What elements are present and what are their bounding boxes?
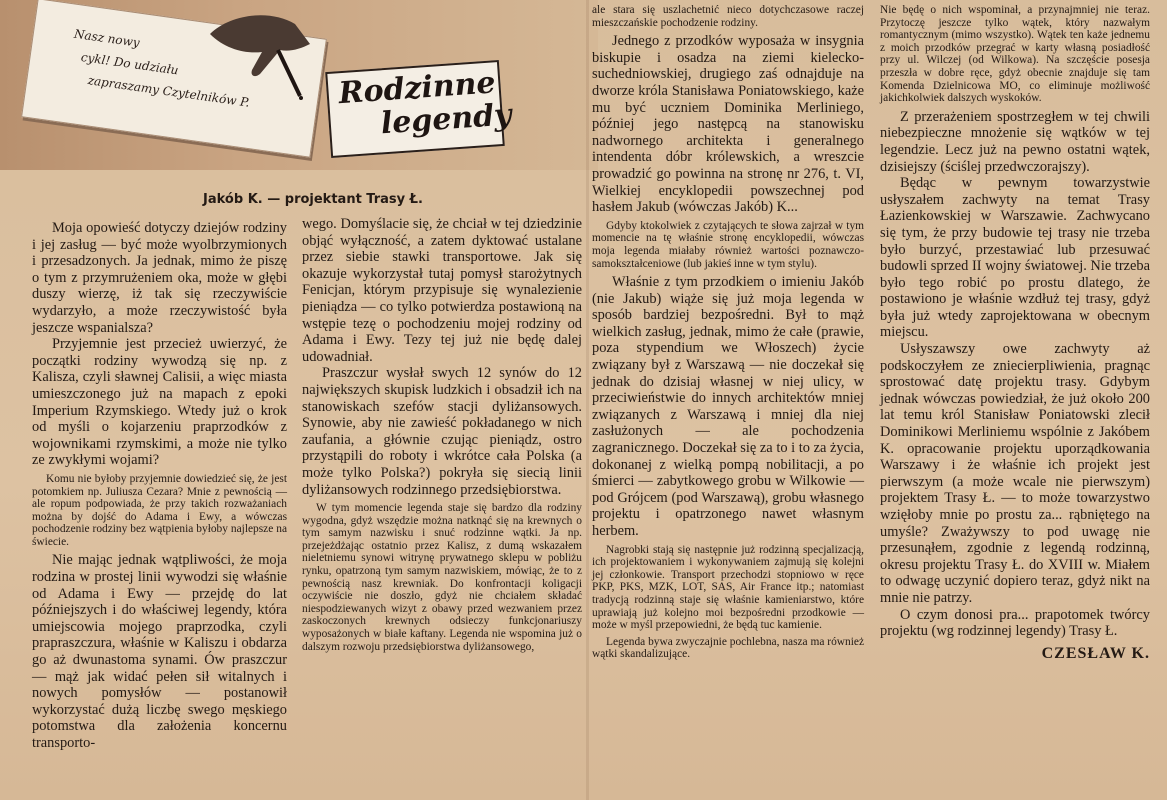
paragraph: W tym momencie legenda staje się bardzo dla rodziny wygodna, gdyż wszędzie można natknąć się na krewnych o tym samym nazwisku i snuć rodzinne wątki. Ja np. przejeżdżając ostatnio przez Kalisz, z dumą wskazałem nieletniemu synowi witrynę prywatnego sklepu w pobliżu rynku, opatrzoną tym samym nazwiskiem, mówiąc, że to z pewnością nasz krewniak. Do konfrontacji koligacji oczywiście nie doszło, gdyż nie chciałem składać niespodziewanych wizyt z obawy przed wezwaniem przez zaskoczonych krewnych odsieczy funkcjonariuszy wyposażonych w białe kaftany. Legenda nie wspomina już o dalszym rozwoju przedsiębiorstwa dyliżansowego, (302, 502, 582, 653)
paragraph: Z przerażeniem spostrzegłem w tej chwili niebezpieczne mnożenie się wątków w tej legendzie. Lecz już na pewno ostatni wątek, dzisiejszy (ściślej przedwczorajszy). (880, 108, 1150, 175)
card-line: Nasz nowy (73, 26, 141, 50)
hand-with-pen-icon (200, 4, 330, 104)
paragraph: Gdyby ktokolwiek z czytających te słowa zajrzał w tym momencie na tę właśnie stronę encyklopedii, wówczas moja legenda miałaby również wartości poznawczo-samokształceniowe (lub jakieś inne w tym stylu). (592, 219, 864, 270)
column-3 (592, 0, 864, 665)
column-4 (880, 0, 1150, 662)
paragraph: Będąc w pewnym towarzystwie usłyszałem zachwyty na temat Trasy Łazienkowskiej w Warszawie. Zachwycano się tym, że przy budowie tej trasy nie trzeba było burzyć, przestawiać lub przesuwać budowli sprzed II wojny światowej. Nie trzeba było tego robić po prostu dlatego, że postawiono je właśnie wzdłuż tej trasy, gdyż była już wtedy zaprojektowana w obecnym miejscu. (880, 175, 1150, 341)
article-subtitle: Jakób K. — projektant Trasy Ł. (203, 192, 423, 207)
paragraph: wego. Domyślacie się, że chciał w tej dziedzinie objąć wyłączność, a zatem dyktować ustalane przez siebie stawki transportowe. Jak się okazuje wykorzystał tutaj pomysł starożytnych Fenicjan, którym przypisuje się wynalezienie pieniądza — co tylko potwierdza postawioną na wstępie tezę o pochodzeniu mojej rodziny od Adama i Ewy. Tezy tej już nie będę dalej udowadniał. (302, 216, 582, 365)
title-line-1: Rodzinne (337, 65, 497, 112)
column-2 (302, 216, 582, 657)
paragraph: O czym donosi pra... prapotomek twórcy projektu (wg rodzinnej legendy) Trasy Ł. (880, 606, 1150, 640)
paragraph: Nagrobki stają się następnie już rodzinną specjalizacją, ich projektowaniem i wykonywaniem zajmują się kolejni jej członkowie. Transport przechodzi stopniowo w ręce PKP, PKS, MZK, LOT, SAS, Air France itp.; natomiast tradycją rodzinną staje się właśnie kamieniarstwo, które uprawiają już kolejno moi bezpośredni przodkowie — może w myśl przepowiedni, że będą tuc kamienie. (592, 543, 864, 632)
card-line: cykl! Do udziału (80, 49, 180, 78)
page-fold (586, 0, 589, 800)
paragraph: ale stara się uszlachetnić nieco dotychczasowe raczej mieszczańskie pochodzenie rodziny. (592, 4, 864, 29)
paragraph: Przyjemnie jest przecież uwierzyć, że początki rodziny wywodzą się np. z Kalisza, czyli sławnej Calisii, a więc miasta umieszczonego już na mapach z epoki Imperium Rzymskiego. Wtedy już o krok od myśli o kojarzeniu praprzodków z wojownikami rzymskimi, a może nie tylko ze zwykłymi wojami? (32, 336, 287, 469)
column-1 (32, 220, 287, 752)
paragraph: Legenda bywa zwyczajnie pochlebna, nasza ma również wątki skandalizujące. (592, 635, 864, 661)
page-title (338, 65, 513, 143)
paragraph: Komu nie byłoby przyjemnie dowiedzieć się, że jest potomkiem np. Juliusza Cezara? Mnie z pewnością — ale ropum podpowiada, że przy takich rozważaniach można by dojść do Adama i Ewy, a wówczas pochodzenie rodziny bez wątpienia byłoby najlepsze na świecie. (32, 472, 287, 548)
title-line-2: legendy (379, 97, 513, 142)
paragraph: Usłyszawszy owe zachwyty aż podskoczyłem ze zniecierpliwienia, pragnąc sprostować datę projektu trasy. Gdybym jednak wówczas powiedział, że już około 200 lat temu król Stanisław Poniatowski zlecił Dominikowi Merliniemu wspólnie z Jakóbem K. opracowanie projektu uporządkowania Warszawy i że właśnie ich projekt jest pierwszym (a może wcale nie pierwszym) projektem Trasy Ł. — to może towarzystwo wzięłoby mnie po prostu za... rąbniętego na umyśle? Zważywszy to pod uwagę nie przesunąłem, zgodnie z legendą rodzinną, okresu projektu Trasy Ł. do XVIII w. Miałem to odwagę uczynić dopiero teraz, gdyż nikt na mnie nie patrzy. (880, 341, 1150, 606)
title-box (325, 60, 513, 158)
paragraph: Właśnie z tym przodkiem o imieniu Jakób (nie Jakub) wiąże się już moja legenda w sposób bardziej bezpośredni. Był to mąż wielkich zasług, jednak, mimo że całe (prawie, poza stypendium we Włoszech) życie związany był z Warszawą — nie doczekał się jednak do dzisiaj własnej w niej ulicy, w przeciwieństwie do innych architektów mniej związanych z Warszawą i mniej dla niej zasłużonych — ale pochodzenia zagranicznego. Doczekał się za to i to za życia, dokonanej z wielką pompą nobilitacji, a po śmierci — zabytkowego grobu w Wilkowie — pod Grójcem (pod Warszawą), grobu własnego projektu i opatrzonego nawet własnym herbem. (592, 274, 864, 539)
card-line: zapraszamy Czytelników P. (86, 73, 251, 110)
author-signature: CZESŁAW K. (1041, 644, 1150, 662)
paragraph: Moja opowieść dotyczy dziejów rodziny i jej zasług — być może wyolbrzymionych i przesadzonych. Ja jednak, mimo że piszę o tym z przymrużeniem oka, może w głębi duszy wierzę, iż tak się rzeczywiście wydarzyło, a może rzeczywistość była jeszcze wspanialsza? (32, 220, 287, 336)
paragraph: Jednego z przodków wyposaża w insygnia biskupie i osadza na ziemi kielecko-suchedniowskiej, drugiego zaś odnajduje na dworze króla Stanisława Poniatowskiego, każe mu być uczniem Dominika Merliniego, później jego następcą na stanowisku nadwornego architekta i generalnego intendenta dóbr królewskich, a wreszcie prowadzić go powinna na stronę nr 276, t. VI, Wielkiej encyklopedii powszechnej pod hasłem Jakub (wówczas Jakób) K... (592, 33, 864, 216)
paragraph: Nie mając jednak wątpliwości, że moja rodzina w prostej linii wywodzi się właśnie od Adama i Ewy — przejdę do lat późniejszych i do właściwej legendy, która umiejscowia mojego praprzodka, czyli prapraszczura, właśnie w Kaliszu i obdarza go aż dwunastoma synami. Ów praszczur — mąż jak widać pełen sił witalnych i nowych pomysłów — postanowił wykorzystać dużą liczbę swego męskiego potomstwa dla założenia koncernu transporto- (32, 552, 287, 751)
paragraph: Praszczur wysłał swych 12 synów do 12 największych skupisk ludzkich i obsadził ich na stanowiskach szefów stacji dyliżansowych. Synowie, aby nie zawieść pokładanego w nich zaufania, a głównie czując pieniądz, ostro przystąpili do roboty i wkrótce cała Polska (a może tylko Polska?) pokryła się siecią linii dyliżansowych rodzinnego przedsiębiorstwa. (302, 365, 582, 498)
paragraph: Nie będę o nich wspominał, a przynajmniej nie teraz. Przytoczę jeszcze tylko wątek, który nazwałym romantycznym (mimo wszystko). Wątek ten każe jednemu z moich przodków przegrać w karty własną posiadłość przy ul. Wilczej (od Wilkowa). Na szczęście posesja przeszła w dobre ręce, gdyż obecnie znajduje się tam Komenda Dzielnicowa MO, co eliminuje możliwość jakichkolwiek dalszych wyskoków. (880, 4, 1150, 105)
